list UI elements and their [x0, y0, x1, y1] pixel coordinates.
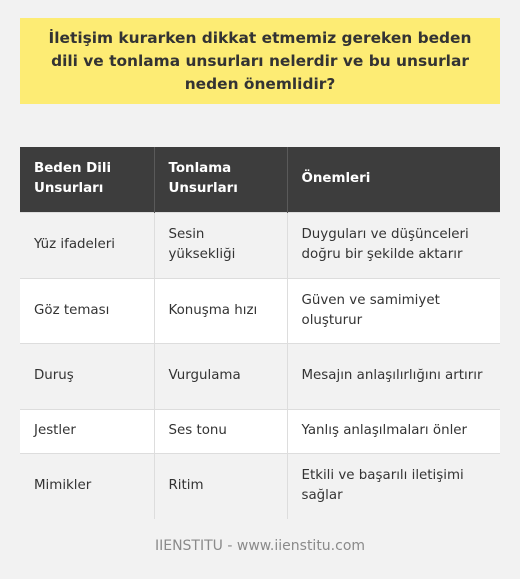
table-cell: Göz teması — [20, 278, 154, 343]
header-body-language: Beden Dili Unsurları — [20, 147, 154, 212]
table-cell: Sesin yüksekliği — [154, 212, 287, 278]
table-cell: Güven ve samimiyet oluşturur — [287, 278, 500, 343]
table-row — [20, 278, 500, 343]
table-cell: Duruş — [20, 343, 154, 409]
table-cell: Duyguları ve düşünceleri doğru bir şekilde aktarır — [287, 212, 500, 278]
table-row — [20, 343, 500, 409]
table-cell: Yüz ifadeleri — [20, 212, 154, 278]
footer-credit: IIENSTITU - www.iienstitu.com — [154, 538, 366, 554]
table-cell: Vurgulama — [154, 343, 287, 409]
table-cell: Yanlış anlaşılmaları önler — [287, 409, 500, 453]
header-intonation: Tonlama Unsurları — [154, 147, 287, 212]
table-cell: Mimikler — [20, 453, 154, 519]
table-cell: Ses tonu — [154, 409, 287, 453]
table-header-row — [20, 147, 500, 212]
table-row — [20, 453, 500, 519]
table-cell: Konuşma hızı — [154, 278, 287, 343]
table-cell: Ritim — [154, 453, 287, 519]
table-cell: Jestler — [20, 409, 154, 453]
header-importance: Önemleri — [287, 147, 500, 212]
question-title: İletişim kurarken dikkat etmemiz gereken beden dili ve tonlama unsurları nelerdir ve bu unsurlar neden önemlidir? — [48, 28, 472, 93]
table-cell: Mesajın anlaşılırlığını artırır — [287, 343, 500, 409]
data-table — [20, 147, 500, 519]
table-row — [20, 409, 500, 453]
table-row — [20, 212, 500, 278]
table-cell: Etkili ve başarılı iletişimi sağlar — [287, 453, 500, 519]
question-box — [20, 18, 500, 104]
